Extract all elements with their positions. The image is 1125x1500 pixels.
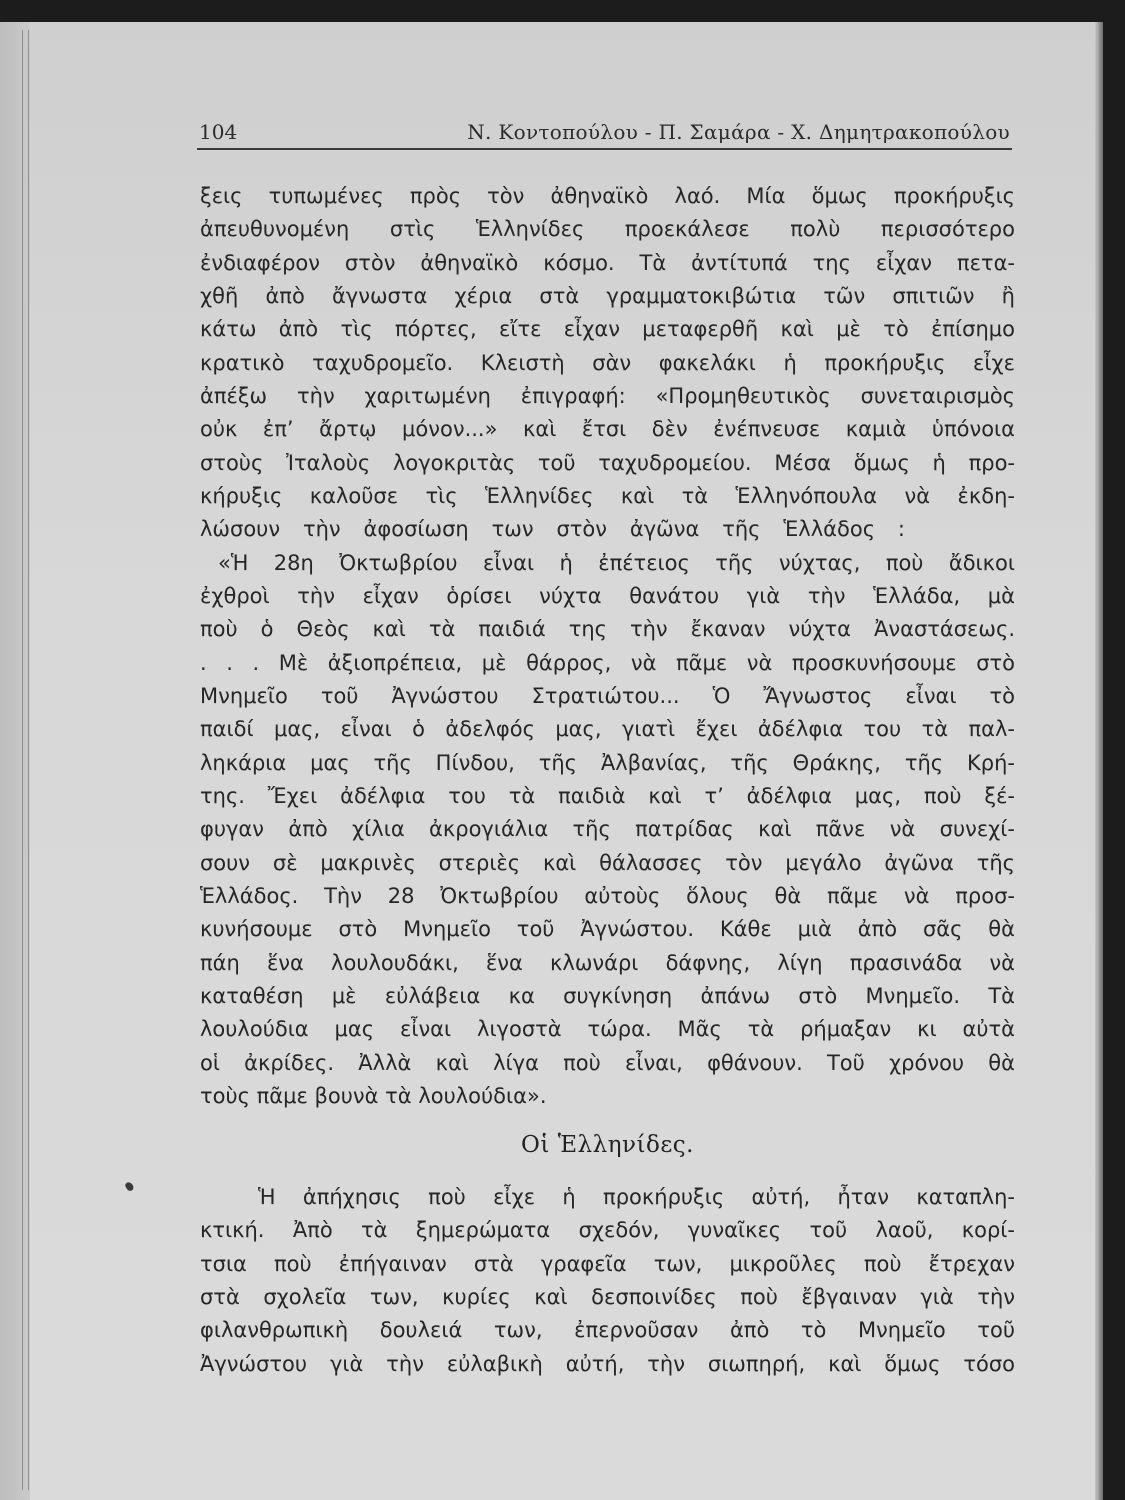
quote-line: λουλούδια μας εἶναι λιγοστὰ τώρα. Μᾶς τὰ ρήμαξαν κι αὐτὰ [200,1017,1015,1042]
quote-line: ληκάρια μας τῆς Πίνδου, τῆς Ἀλβανίας, τῆς Θράκης, τῆς Κρή- [200,750,1015,775]
text-line: φιλανθρωπικὴ δουλειά των, ἐπερνοῦσαν ἀπὸ τὸ Μνημεῖο τοῦ [200,1318,1015,1343]
text-line: στὰ σχολεῖα των, κυρίες καὶ δεσποινίδες ποὺ ἔβγαιναν γιὰ τὴν [200,1284,1015,1309]
text-line: κήρυξις καλοῦσε τὶς Ἑλληνίδες καὶ τὰ Ἑλληνόπουλα νὰ ἐκδη- [200,483,1015,508]
text-line: στοὺς Ἰταλοὺς λογοκριτὰς τοῦ ταχυδρομείου. Μέσα ὅμως ἡ προ- [200,450,1015,475]
quote-line: . . . Μὲ ἀξιοπρέπεια, μὲ θάρρος, νὰ πᾶμε νὰ προσκυνήσουμε στὸ [200,650,1015,675]
text-line: ἀπέξω τὴν χαριτωμένη ἐπιγραφή: «Προμηθευτικὸς συνεταιρισμὸς [200,383,1015,408]
quote-line: σουν σὲ μακρινὲς στεριὲς καὶ θάλασσες τὸν μεγάλο ἀγῶνα τῆς [200,850,1015,875]
running-header [197,100,1012,150]
quote-line: της. Ἔχει ἀδέλφια του τὰ παιδιὰ καὶ τ’ ἀδέλφια μας, ποὺ ξέ- [200,783,1015,808]
text-line: κτική. Ἀπὸ τὰ ξημερώματα σχεδόν, γυναῖκες τοῦ λαοῦ, κορί- [200,1218,1015,1243]
quote-line: Ἑλλάδος. Τὴν 28 Ὀκτωβρίου αὐτοὺς ὅλους θὰ πᾶμε νὰ προσ- [200,883,1015,908]
quote-line: φυγαν ἀπὸ χίλια ἀκρογιάλια τῆς πατρίδας καὶ πᾶνε νὰ συνεχί- [200,817,1015,842]
text-line: Ἡ ἀπήχησις ποὺ εἶχε ἡ προκήρυξις αὐτή, ἦταν καταπλη- [258,1185,1015,1209]
section-heading: Οἱ Ἑλληνίδες. [521,1132,694,1158]
text-line: κάτω ἀπὸ τὶς πόρτες, εἴτε εἶχαν μεταφερθῆ καὶ μὲ τὸ ἐπίσημο [200,317,1015,342]
page-edge-left [0,22,30,1500]
page-edge-line [22,30,23,1490]
text-line: ξεις τυπωμένες πρὸς τὸν ἀθηναϊκὸ λαό. Μία ὅμως προκήρυξις [200,184,1015,208]
quote-line: ποὺ ὁ Θεὸς καὶ τὰ παιδιά της τὴν ἔκαναν νύχτα Ἀναστάσεως. [200,617,1015,642]
text-line: Ἀγνώστου γιὰ τὴν εὐλαβικὴ αὐτή, τὴν σιωπηρή, καὶ ὅμως τόσο [200,1351,1015,1376]
text-line: ἐνδιαφέρον στὸν ἀθηναϊκὸ κόσμο. Τὰ ἀντίτυπά της εἶχαν πετα- [200,250,1015,275]
text-line: ἀπευθυνομένη στὶς Ἑλληνίδες προεκάλεσε πολὺ περισσότερο [200,217,1015,242]
text-line: κρατικὸ ταχυδρομεῖο. Κλειστὴ σὰν φακελάκι ἡ προκήρυξις εἶχε [200,350,1015,375]
text-line: λώσουν τὴν ἀφοσίωση των στὸν ἀγῶνα τῆς Ἑλλάδος : [200,517,905,542]
quote-line: οἱ ἀκρίδες. Ἀλλὰ καὶ λίγα ποὺ εἶναι, φθάνουν. Τοῦ χρόνου θὰ [200,1050,1015,1075]
quote-line: τοὺς πᾶμε βουνὰ τὰ λουλούδια». [200,1083,547,1108]
text-line: χθῆ ἀπὸ ἄγνωστα χέρια στὰ γραμματοκιβώτια τῶν σπιτιῶν ἢ [200,283,1015,308]
page-edge-line [28,30,29,1490]
quote-line: καταθέση μὲ εὐλάβεια κα συγκίνηση ἀπάνω στὸ Μνημεῖο. Τὰ [200,983,1015,1008]
quote-line: κυνήσουμε στὸ Μνημεῖο τοῦ Ἀγνώστου. Κάθε μιὰ ἀπὸ σᾶς θὰ [200,917,1015,942]
page-edge-right [1095,22,1103,1500]
text-line: τσια ποὺ ἐπήγαιναν στὰ γραφεῖα των, μικροῦλες ποὺ ἔτρεχαν [200,1251,1015,1276]
running-header-authors: Ν. Κοντοπούλου - Π. Σαμάρα - Χ. Δημητρακοπούλου [467,120,1010,144]
quote-line: παιδί μας, εἶναι ὁ ἀδελφός μας, γιατὶ ἔχει ἀδέλφια του τὰ παλ- [200,717,1015,742]
quote-line: «Ἡ 28η Ὀκτωβρίου εἶναι ἡ ἐπέτειος τῆς νύχτας, ποὺ ἄδικοι [218,550,1015,575]
quote-line: Μνημεῖο τοῦ Ἀγνώστου Στρατιώτου... Ὁ Ἄγνωστος εἶναι τὸ [200,683,1015,708]
quote-line: ἐχθροὶ τὴν εἶχαν ὁρίσει νύχτα θανάτου γιὰ τὴν Ἑλλάδα, μὰ [200,583,1015,608]
quote-line: πάη ἕνα λουλουδάκι, ἕνα κλωνάρι δάφνης, λίγη πρασινάδα νὰ [200,950,1015,975]
body-text-lower [200,1181,1015,1381]
text-line: οὐκ ἐπ’ ἄρτῳ μόνον...» καὶ ἔτσι δὲν ἐνέπνευσε καμιὰ ὑπόνοια [200,417,1015,442]
body-text-upper [200,180,1015,1113]
page-number: 104 [199,120,238,144]
